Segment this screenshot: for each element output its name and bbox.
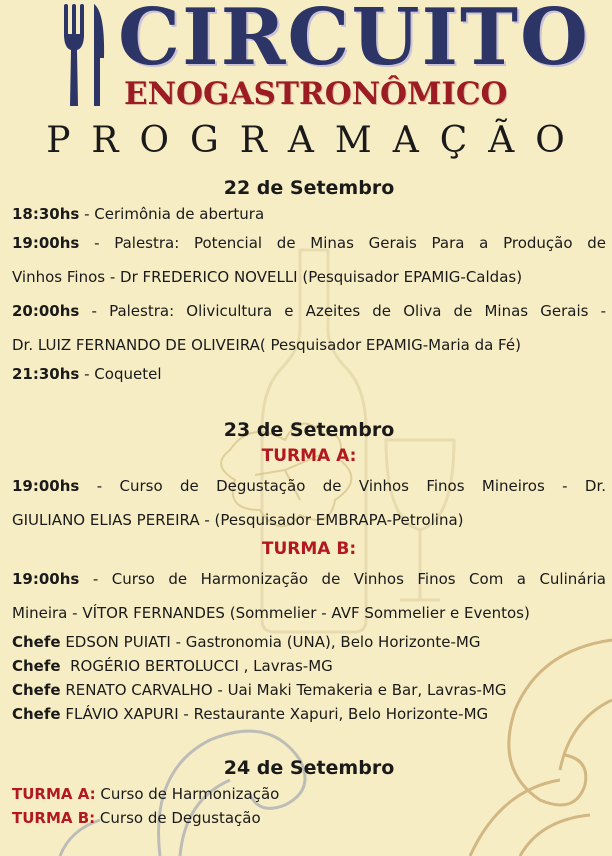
chef-label: Chefe (12, 681, 61, 699)
day-title: 23 de Setembro (223, 419, 395, 441)
chef-text: FLÁVIO XAPURI - Restaurante Xapuri, Belo Horizonte-MG (60, 705, 489, 723)
program-content (12, 174, 606, 830)
schedule-time: 21:30hs (12, 365, 80, 383)
schedule-text: - Palestra: Potencial de Minas Gerais Para a Produção de (79, 234, 606, 252)
day-section-23 (12, 416, 606, 726)
schedule-text: Curso de Harmonização (95, 785, 280, 803)
header (0, 0, 612, 170)
circuit-title: CIRCUITO (118, 0, 590, 83)
schedule-line (12, 294, 606, 328)
schedule-line-continued (12, 503, 606, 537)
chef-text: EDSON PUIATI - Gastronomia (UNA), Belo Horizonte-MG (60, 633, 481, 651)
schedule-text: Dr. LUIZ FERNANDO DE OLIVEIRA( Pesquisador EPAMIG-Maria da Fé) (12, 336, 521, 354)
program-heading: PROGRAMAÇÃO (46, 120, 586, 161)
chef-label: Chefe (12, 657, 61, 675)
turma-label: TURMA A: (12, 785, 96, 803)
day-title: 22 de Setembro (223, 177, 395, 199)
day-section-22 (12, 174, 606, 386)
schedule-text: Vinhos Finos - Dr FREDERICO NOVELLI (Pesquisador EPAMIG-Caldas) (12, 268, 523, 286)
schedule-text: Curso de Degustação (95, 809, 261, 827)
schedule-text: - Palestra: Olivicultura e Azeites de Oliva de Minas Gerais - (79, 302, 606, 320)
schedule-text: - Curso de Degustação de Vinhos Finos Mineiros - Dr. (79, 477, 606, 495)
chef-text: ROGÉRIO BERTOLUCCI , Lavras-MG (60, 657, 333, 675)
chef-label: Chefe (12, 705, 61, 723)
schedule-line (12, 806, 606, 830)
schedule-text: - Curso de Harmonização de Vinhos Finos Com a Culinária (79, 570, 606, 588)
schedule-text: - Cerimônia de abertura (79, 205, 265, 223)
fork-icon (62, 4, 86, 108)
schedule-line-continued (12, 328, 606, 362)
schedule-text: Mineira - VÍTOR FERNANDES (Sommelier - AVF Sommelier e Eventos) (12, 604, 530, 622)
chef-line (12, 702, 606, 726)
chef-line (12, 654, 606, 678)
schedule-time: 19:00hs (12, 234, 80, 252)
schedule-line-continued (12, 596, 606, 630)
schedule-time: 19:00hs (12, 570, 80, 588)
schedule-text: - Coquetel (79, 365, 162, 383)
chef-line (12, 678, 606, 702)
schedule-text: GIULIANO ELIAS PEREIRA - (Pesquisador EMBRAPA-Petrolina) (12, 511, 464, 529)
schedule-line (12, 226, 606, 260)
schedule-line (12, 202, 606, 226)
turma-a-heading: TURMA A: (261, 446, 357, 466)
schedule-time: 20:00hs (12, 302, 80, 320)
chef-label: Chefe (12, 633, 61, 651)
schedule-line (12, 562, 606, 596)
schedule-line (12, 362, 606, 386)
enogastronomic-subtitle: ENOGASTRONÔMICO (124, 76, 508, 112)
schedule-line-continued (12, 260, 606, 294)
chef-line (12, 630, 606, 654)
schedule-line (12, 782, 606, 806)
schedule-line (12, 469, 606, 503)
turma-b-heading: TURMA B: (261, 539, 357, 559)
schedule-time: 19:00hs (12, 477, 80, 495)
schedule-time: 18:30hs (12, 205, 80, 223)
day-section-24 (12, 754, 606, 830)
chef-text: RENATO CARVALHO - Uai Maki Temakeria e Bar, Lavras-MG (60, 681, 507, 699)
knife-icon (90, 4, 106, 108)
turma-label: TURMA B: (12, 809, 96, 827)
day-title: 24 de Setembro (223, 757, 395, 779)
